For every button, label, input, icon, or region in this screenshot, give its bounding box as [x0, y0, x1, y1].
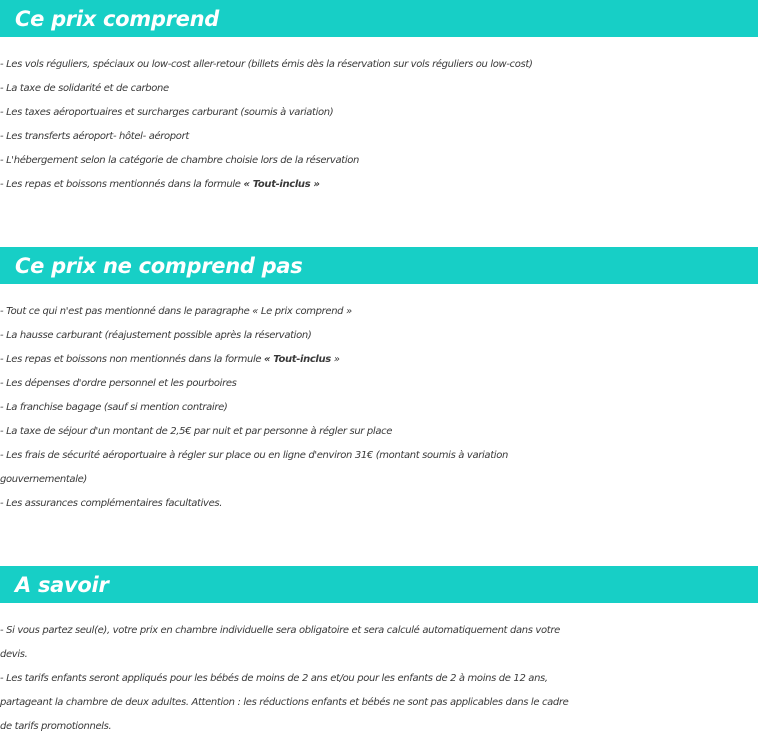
list-item: - Les repas et boissons mentionnés dans la formule « Tout-inclus »: [0, 179, 320, 190]
emphasis: « Tout-inclus: [264, 354, 331, 365]
list-item: - Les taxes aéroportuaires et surcharges carburant (soumis à variation): [0, 107, 334, 118]
list-item: - Tout ce qui n'est pas mentionné dans le paragraphe « Le prix comprend »: [0, 306, 352, 317]
list-item: - Les vols réguliers, spéciaux ou low-cost aller-retour (billets émis dès la réservation sur vols réguliers ou low-cost): [0, 59, 533, 70]
list-item: - Les assurances complémentaires facultatives.: [0, 498, 223, 509]
section-title: Ce prix comprend: [15, 6, 219, 31]
section-body: [0, 37, 758, 197]
section-header: [0, 247, 758, 284]
list-item: - Les transferts aéroport- hôtel- aéroport: [0, 131, 189, 142]
section-header: [0, 566, 758, 603]
list-item: - Les tarifs enfants seront appliqués pour les bébés de moins de 2 ans et/ou pour les enfants de 2 à moins de 12 ans,: [0, 673, 548, 684]
section-body: [0, 603, 758, 739]
list-item-continuation: partageant la chambre de deux adultes. Attention : les réductions enfants et bébés ne sont pas applicables dans le cadre: [0, 697, 569, 708]
section-price-includes: [0, 0, 758, 197]
list-item: - Les frais de sécurité aéroportuaire à régler sur place ou en ligne d'environ 31€ (montant soumis à variation: [0, 450, 508, 461]
section-title: Ce prix ne comprend pas: [15, 253, 303, 278]
section-body: [0, 284, 758, 516]
list-item: - La taxe de séjour d'un montant de 2,5€ par nuit et par personne à régler sur place: [0, 426, 393, 437]
emphasis: « Tout-inclus »: [243, 179, 320, 190]
list-item: - La hausse carburant (réajustement possible après la réservation): [0, 330, 312, 341]
list-item: - Les repas et boissons non mentionnés dans la formule « Tout-inclus »: [0, 354, 340, 365]
list-item-continuation: devis.: [0, 649, 28, 660]
list-item-continuation: gouvernementale): [0, 474, 87, 485]
list-item: - Si vous partez seul(e), votre prix en chambre individuelle sera obligatoire et sera calculé automatiquement dans votre: [0, 625, 560, 636]
list-item: - L'hébergement selon la catégorie de chambre choisie lors de la réservation: [0, 155, 360, 166]
list-item: - La franchise bagage (sauf si mention contraire): [0, 402, 228, 413]
section-good-to-know: [0, 566, 758, 739]
section-title: A savoir: [15, 572, 109, 597]
list-item: - Les dépenses d'ordre personnel et les pourboires: [0, 378, 237, 389]
list-item-continuation: de tarifs promotionnels.: [0, 721, 112, 732]
section-header: [0, 0, 758, 37]
list-item: - La taxe de solidarité et de carbone: [0, 83, 169, 94]
section-price-excludes: [0, 247, 758, 516]
